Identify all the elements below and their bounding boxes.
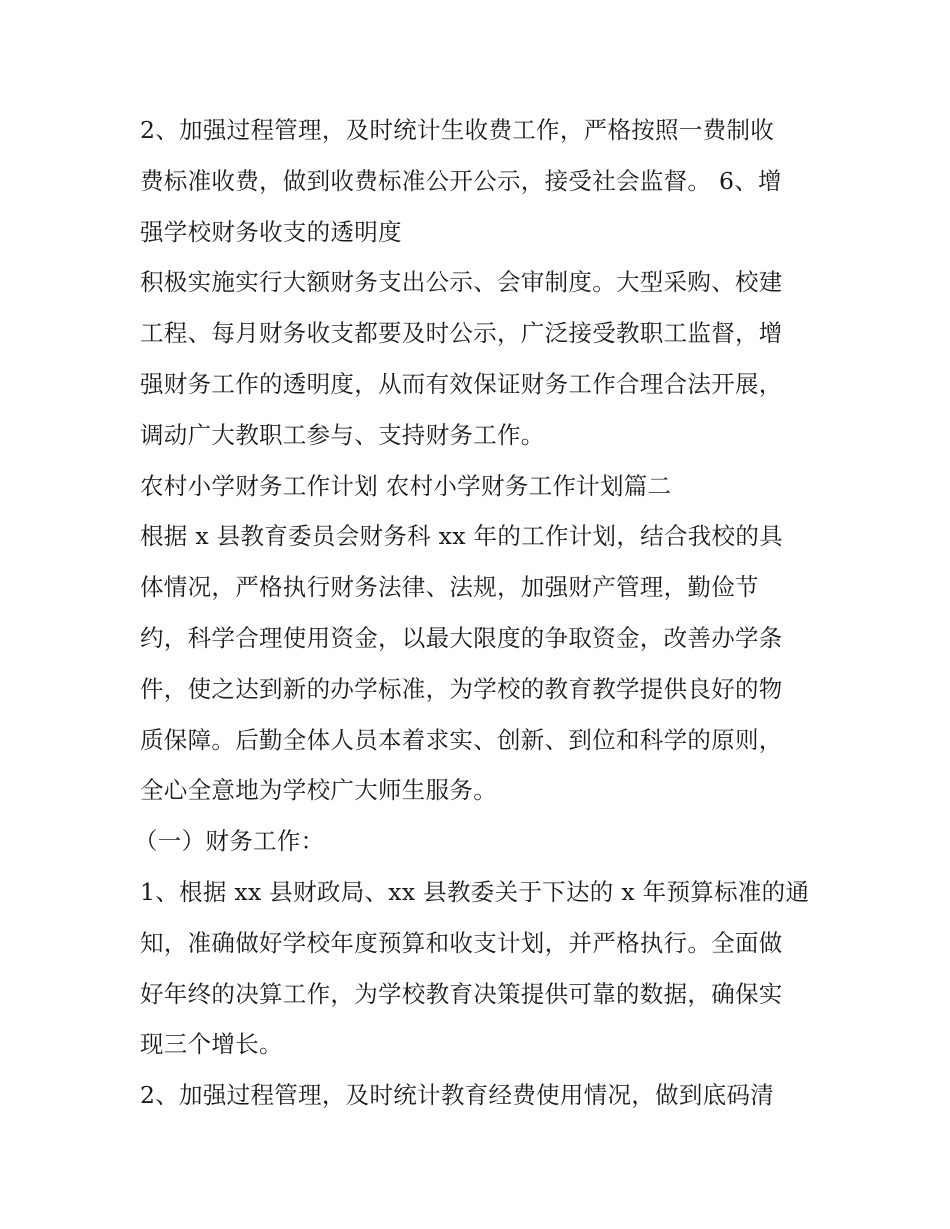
paragraph-line: 全心全意地为学校广大师生服务。 xyxy=(140,776,497,805)
paragraph-line: 好年终的决算工作，为学校教育决策提供可靠的数据，确保实 xyxy=(140,979,783,1008)
paragraph-line: 强财务工作的透明度，从而有效保证财务工作合理合法开展， xyxy=(140,369,783,398)
paragraph-line: 费标准收费，做到收费标准公开公示，接受社会监督。 6、增 xyxy=(140,166,782,195)
paragraph-line: 现三个增长。 xyxy=(140,1030,283,1059)
paragraph-line: 根据 x 县教育委员会财务科 xx 年的工作计划，结合我校的具 xyxy=(140,522,783,551)
paragraph-line: 2、加强过程管理，及时统计生收费工作，严格按照一费制收 xyxy=(140,116,775,144)
paragraph-line: 知，准确做好学校年度预算和收支计划，并严格执行。全面做 xyxy=(140,928,783,957)
paragraph-line: 积极实施实行大额财务支出公示、会审制度。大型采购、校建 xyxy=(140,268,783,297)
paragraph-line: 约，科学合理使用资金，以最大限度的争取资金，改善办学条 xyxy=(140,623,783,652)
subsection-heading: （一）财务工作： xyxy=(134,827,325,856)
paragraph-line: 体情况，严格执行财务法律、法规，加强财产管理，勤俭节 xyxy=(140,573,759,602)
paragraph-line: 2、加强过程管理，及时统计教育经费使用情况，做到底码清 xyxy=(140,1081,775,1110)
paragraph-line: 工程、每月财务收支都要及时公示，广泛接受教职工监督，增 xyxy=(140,319,783,348)
paragraph-line: 1、根据 xx 县财政局、xx 县教委关于下达的 x 年预算标准的通 xyxy=(140,877,810,906)
paragraph-line: 件，使之达到新的办学标准，为学校的教育教学提供良好的物 xyxy=(140,674,783,703)
paragraph-line: 质保障。后勤全体人员本着求实、创新、到位和科学的原则， xyxy=(140,725,783,754)
section-heading: 农村小学财务工作计划 农村小学财务工作计划篇二 xyxy=(140,471,672,500)
document-body xyxy=(134,105,820,1121)
paragraph-line: 调动广大教职工参与、支持财务工作。 xyxy=(140,420,545,449)
paragraph-line: 强学校财务收支的透明度 xyxy=(140,217,402,246)
